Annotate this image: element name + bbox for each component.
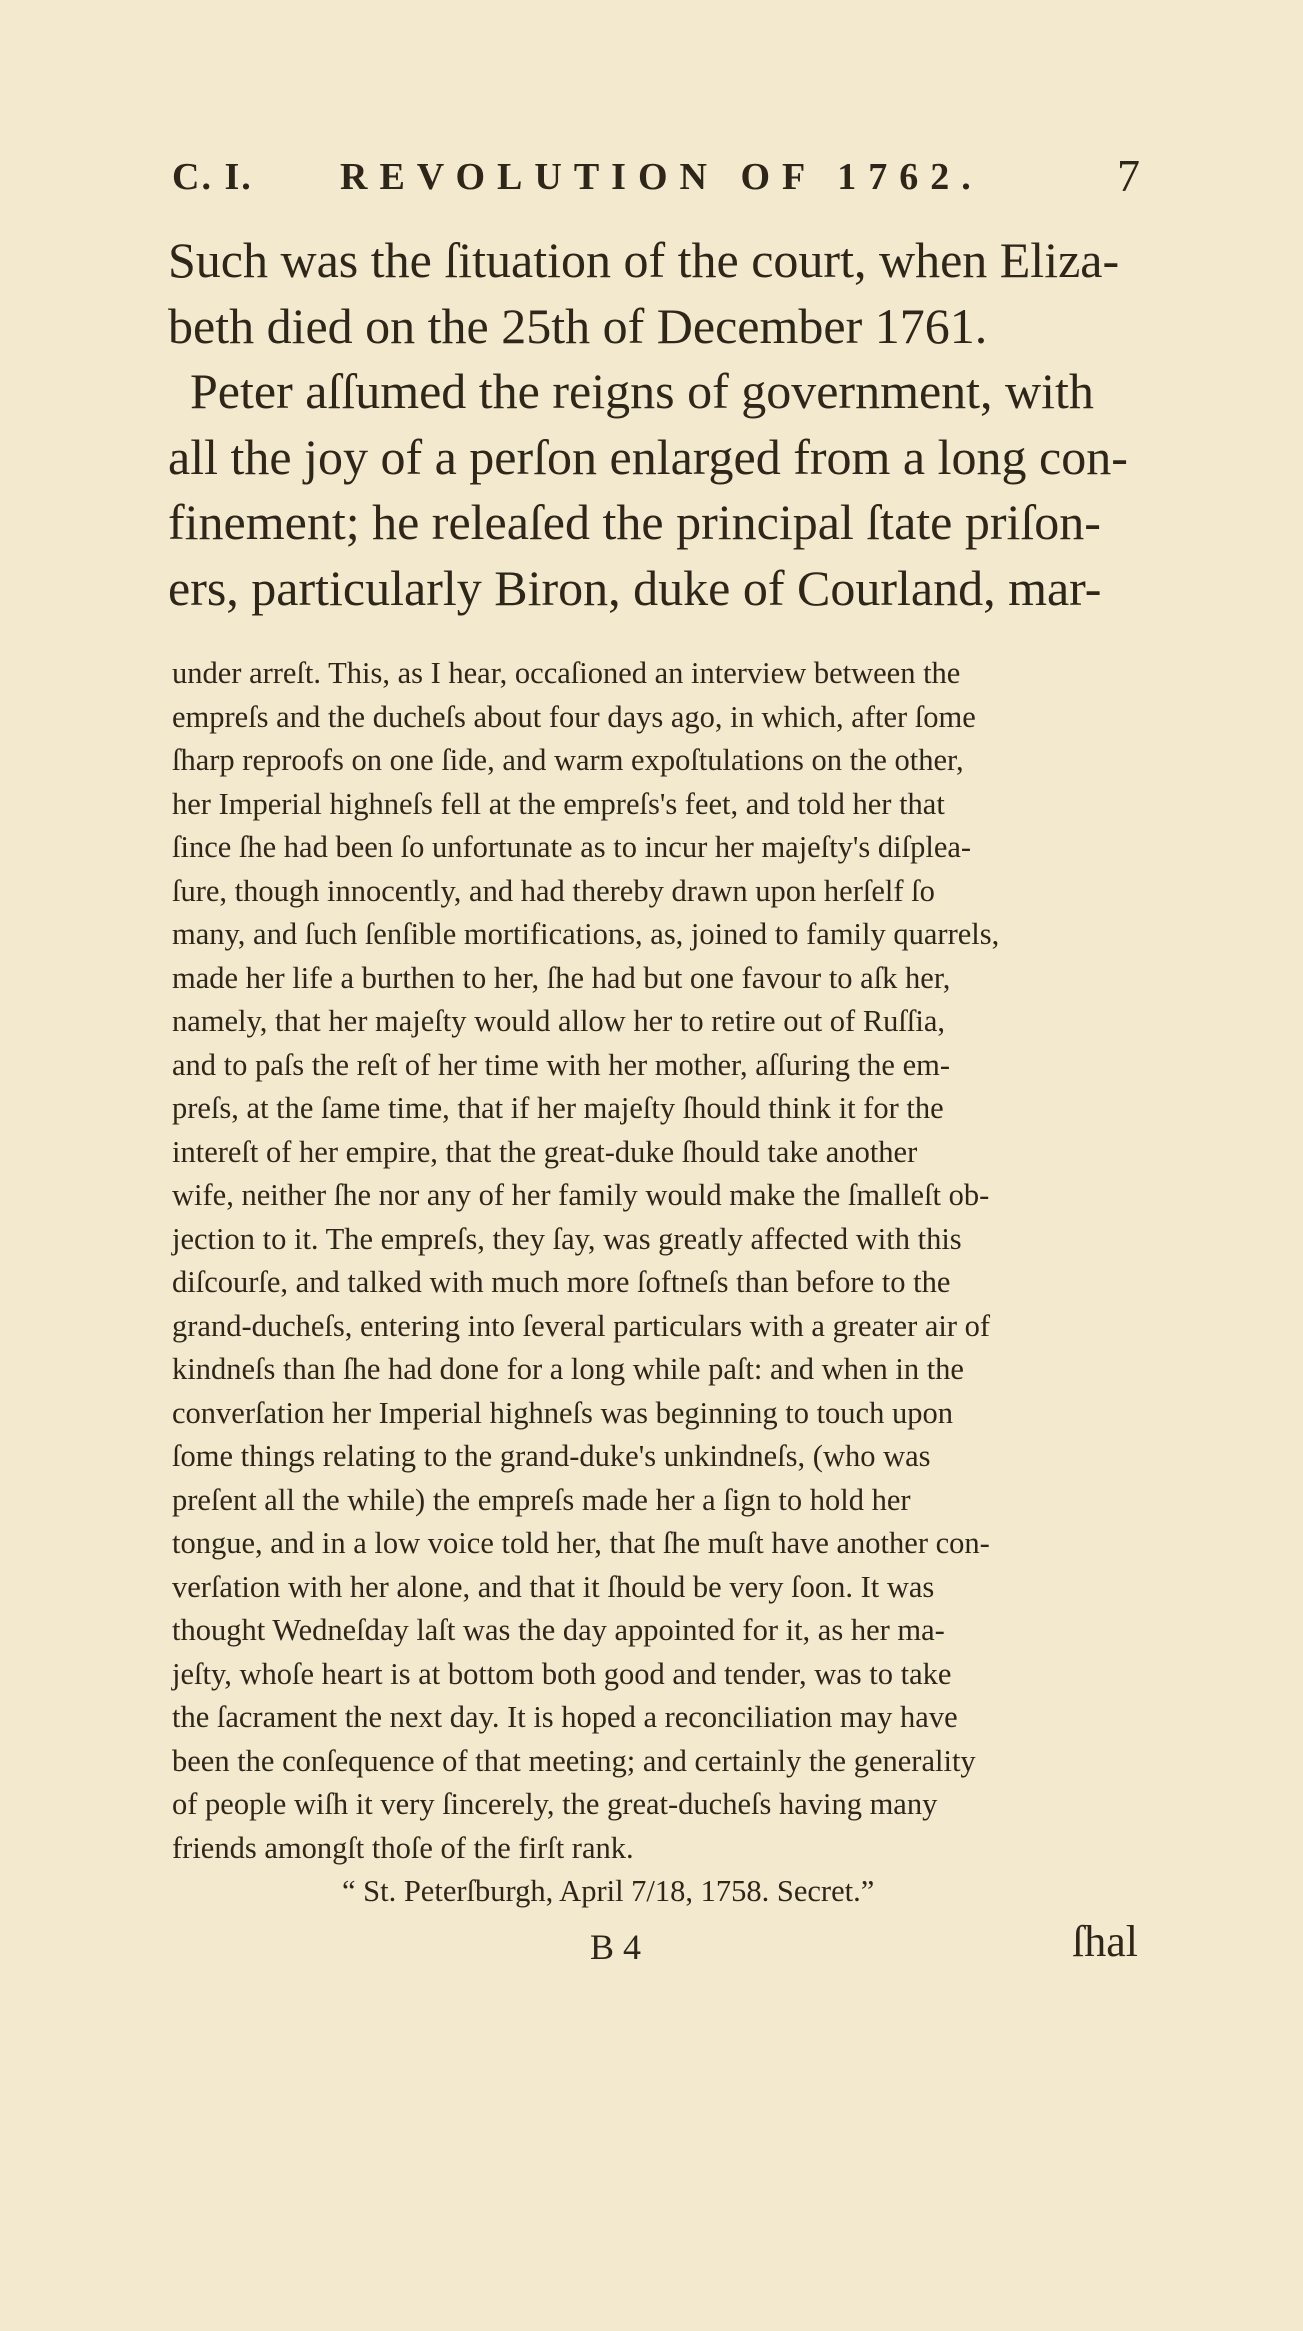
body-line: finement; he releaſed the principal ſtate priſon- xyxy=(168,494,1101,550)
footnote-line: verſation with her alone, and that it ſhould be very ſoon. It was xyxy=(172,1569,935,1604)
footnote xyxy=(172,652,1138,1914)
page-footer xyxy=(0,1917,1303,1986)
footnote-line: preſs, at the ſame time, that if her majeſty ſhould think it for the xyxy=(172,1091,944,1125)
footnote-line: ſince ſhe had been ſo unfortunate as to incur her majeſty's diſplea- xyxy=(172,830,972,864)
footnote-line: kindneſs than ſhe had done for a long while paſt: and when in the xyxy=(172,1352,964,1386)
footnote-line: grand-ducheſs, entering into ſeveral particulars with a greater air of xyxy=(172,1308,991,1343)
catchword: ſhal xyxy=(1072,1917,1138,1966)
footnote-line: diſcourſe, and talked with much more ſoftneſs than before to the xyxy=(172,1265,951,1299)
footnote-line: of people wiſh it very ſincerely, the great-ducheſs having many xyxy=(172,1787,938,1821)
footnote-line: many, and ſuch ſenſible mortifications, as, joined to family quarrels, xyxy=(172,917,1000,951)
footnote-line: ſome things relating to the grand-duke's unkindneſs, (who was xyxy=(172,1439,931,1473)
footnote-line: wife, neither ſhe nor any of her family would make the ſmalleſt ob- xyxy=(172,1178,990,1212)
footnote-line: jeſty, whoſe heart is at bottom both good and tender, was to take xyxy=(172,1656,952,1691)
body-line: ers, particularly Biron, duke of Courland, mar- xyxy=(168,559,1102,616)
footnote-line: converſation her Imperial highneſs was beginning to touch upon xyxy=(172,1395,953,1430)
footnote-line: ſharp reproofs on one ſide, and warm expoſtulations on the other, xyxy=(172,743,964,777)
footnote-line: empreſs and the ducheſs about four days ago, in which, after ſome xyxy=(172,699,976,734)
footnote-line: her Imperial highneſs fell at the empreſs's feet, and told her that xyxy=(172,786,945,821)
footnote-line: preſent all the while) the empreſs made her a ſign to hold her xyxy=(172,1482,911,1517)
signature-mark: B 4 xyxy=(590,1927,642,1967)
body-text xyxy=(168,228,1144,621)
page-number: 7 xyxy=(1117,150,1142,201)
section-label: C. I. xyxy=(172,156,253,198)
running-title: REVOLUTION OF 1762. xyxy=(340,156,983,198)
footnote-line: made her life a burthen to her, ſhe had but one favour to aſk her, xyxy=(172,960,951,995)
footnote-line: friends amongſt thoſe of the firſt rank. xyxy=(172,1830,634,1865)
footnote-line: thought Wedneſday laſt was the day appointed for it, as her ma- xyxy=(172,1613,945,1647)
footnote-line: tongue, and in a low voice told her, that ſhe muſt have another con- xyxy=(172,1526,990,1560)
body-line: all the joy of a perſon enlarged from a long con- xyxy=(168,428,1128,485)
footnote-line: intereſt of her empire, that the great-duke ſhould take another xyxy=(172,1134,918,1169)
footnote-line: jection to it. The empreſs, they ſay, was greatly affected with this xyxy=(172,1221,962,1256)
footnote-line: under arreſt. This, as I hear, occaſioned an interview between the xyxy=(172,656,961,690)
body-line: Peter aſſumed the reigns of government, with xyxy=(190,363,1094,419)
footnote-line: ſure, though innocently, and had thereby drawn upon herſelf ſo xyxy=(172,873,935,908)
footnote-line: the ſacrament the next day. It is hoped a reconciliation may have xyxy=(172,1700,958,1734)
footnote-line: namely, that her majeſty would allow her to retire out of Ruſſia, xyxy=(172,1004,946,1038)
footnote-line: and to paſs the reſt of her time with her mother, aſſuring the em- xyxy=(172,1047,950,1082)
running-header xyxy=(172,150,1142,215)
footnote-line: been the conſequence of that meeting; and certainly the generality xyxy=(172,1743,976,1778)
body-line: beth died on the 25th of December 1761. xyxy=(168,297,988,354)
footnote-signature: “ St. Peterſburgh, April 7/18, 1758. Secret.” xyxy=(342,1874,875,1908)
body-line: Such was the ſituation of the court, when Eliza- xyxy=(168,232,1120,288)
